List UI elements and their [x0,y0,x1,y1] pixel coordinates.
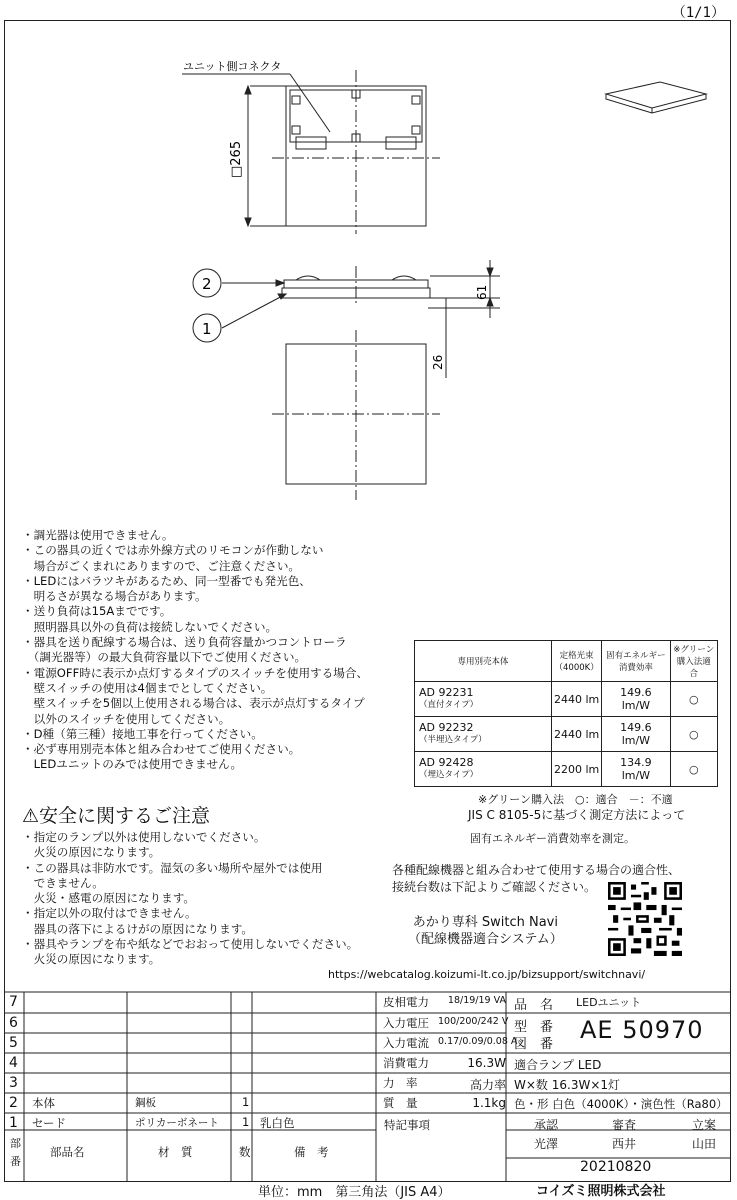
safety-title: ⚠安全に関するご注意 [22,805,211,827]
approval-label: 立案 [692,1118,717,1132]
approval-label: 審査 [612,1118,637,1132]
col-header: 番 [10,1155,21,1168]
footer-units: 単位：mm 第三角法（JIS A4） [258,1185,451,1200]
note-line: 以外のスイッチを使用してください。 [22,711,231,726]
part-qty: 1 [242,1095,250,1109]
note-line: ・送り負荷は15Aまでです。 [22,604,172,619]
efficiency-cell: 134.9 lm/W [602,752,670,787]
green-note: ※グリーン購入法 ○：適合 －：不適 [478,793,673,806]
note-line: （調光器等）の最大負荷容量以下でご使用ください。 [22,650,307,665]
jis-note: JIS C 8105-5に基づく測定方法によって [468,808,686,822]
col-header: 材 質 [158,1145,193,1159]
spec-label: 質 量 [383,1096,418,1110]
color-spec: 色・形 白色（4000K）・演色性（Ra80） [514,1097,728,1111]
row-number: 5 [9,1035,18,1051]
table-header: 専用別売本体 [415,641,552,682]
spec-label: 消費電力 [383,1056,429,1070]
approver-name: 西井 [612,1137,637,1151]
spec-value: 高力率 [469,1078,506,1092]
jis-note-2: 固有エネルギー消費効率を測定。 [470,832,635,845]
spec-label: 入力電圧 [383,1016,429,1030]
spec-value: 100/200/242 V [438,1016,509,1027]
company-name: コイズミ照明株式会社 [536,1184,666,1199]
safety-list [22,830,402,968]
table-row [415,682,718,717]
navi-subtitle: （配線機器適合システム） [408,932,563,947]
green-cell: ○ [670,752,717,787]
row-number: 7 [9,994,18,1010]
type-cell: （直付タイプ） [419,700,479,710]
part-note: 乳白色 [260,1116,295,1130]
spec-value: 16.3W [467,1056,506,1070]
technical-drawing [0,0,737,520]
product-name-label: 品 名 [514,998,554,1013]
col-header: 数 [239,1145,251,1159]
green-cell: ○ [670,682,717,717]
drawing-label: 図 番 [514,1037,554,1052]
lamp-type: 適合ランプ LED [514,1058,602,1072]
note-line: LEDユニットのみでは使用できません。 [22,757,243,772]
approver-name: 山田 [692,1137,717,1151]
note-line: ・器具を送り配線する場合は、送り負荷容量かつコントローラ [22,635,347,650]
note-line: ・器具やランプを布や紙などでおおって使用しないでください。 [22,937,359,952]
compat-line: 各種配線機器と組み合わせて使用する場合の適合性、 [392,863,681,877]
wattage: W×数 16.3W×1灯 [514,1078,621,1092]
switch-navi-url[interactable]: https://webcatalog.koizumi-lt.co.jp/bizsupport/switchnavi/ [328,968,646,981]
green-cell: ○ [670,717,717,752]
switch-navi [408,914,563,948]
spec-label: 入力電流 [383,1036,429,1050]
drawing-date: 20210820 [580,1159,652,1175]
part-material: ポリカーボネート [135,1117,219,1129]
note-line: 火災・感電の原因になります。 [22,891,195,906]
note-line: 器具の落下によるけがの原因になります。 [22,921,253,936]
note-line: 照明器具以外の負荷は接続しないでください。 [22,619,278,634]
col-header: 部 [10,1137,21,1150]
spec-value: 1.1kg [472,1096,506,1110]
note-line: 場合がごくまれにありますので、ご注意ください。 [22,558,301,573]
table-row [415,752,718,787]
note-line: 壁スイッチを5個以上使用される場合は、表示が点灯するタイプ [22,696,365,711]
note-line: ・指定以外の取付はできません。 [22,906,197,921]
note-line: ・この器具の近くでは赤外線方式のリモコンが作動しない [22,543,324,558]
row-number: 2 [9,1095,18,1111]
connector-label: ユニット側コネクタ [183,60,282,73]
compat-line: 接続台数は下記よりご確認ください。 [392,880,597,894]
model-number: AE 50970 [580,1016,704,1044]
product-name: LEDユニット [576,996,642,1009]
spec-value: 0.17/0.09/0.08 A [438,1036,518,1047]
callout-1: 1 [202,320,212,338]
note-line: ・電源OFF時に表示か点灯するタイプのスイッチを使用する場合、 [22,665,369,680]
spec-label: 皮相電力 [383,995,429,1009]
row-number: 6 [9,1015,18,1031]
notes-list [22,528,422,773]
note-line: ・指定のランプ以外は使用しないでください。 [22,830,266,844]
navi-title: あかり専科 Switch Navi [412,915,558,930]
note-line: 明るさが異なる場合があります。 [22,589,207,604]
approval-label: 承認 [534,1118,559,1132]
part-name: セード [32,1116,67,1130]
qr-code-icon[interactable] [608,882,682,956]
type-cell: （半埋込タイプ） [419,735,487,745]
note-line: 壁スイッチの使用は4個までとしてください。 [22,680,273,695]
efficiency-cell: 149.6 lm/W [602,682,670,717]
note-line: 火災の原因になります。 [22,952,161,967]
model-cell: AD 92428 [419,756,474,769]
dimension-square: □265 [229,140,244,178]
efficiency-cell: 149.6 lm/W [602,717,670,752]
row-number: 4 [9,1055,18,1071]
table-row [415,717,718,752]
part-qty: 1 [242,1115,250,1129]
flux-cell: 2200 lm [552,752,602,787]
spec-table [414,640,718,787]
note-line: ・この器具は非防水です。湿気の多い場所や屋外では使用 [22,860,323,875]
flux-cell: 2440 lm [552,717,602,752]
special-notes-label: 特記事項 [384,1118,430,1132]
part-name: 本体 [32,1096,55,1110]
dimension-height: 61 [475,284,489,300]
note-line: ・LEDにはバラツキがあるため、同一型番でも発光色、 [22,573,311,588]
model-label: 型 番 [514,1020,554,1035]
part-material: 鋼板 [135,1097,156,1109]
flux-cell: 2440 lm [552,682,602,717]
note-line: ・必ず専用別売本体と組み合わせてご使用ください。 [22,742,301,757]
approver-name: 光澤 [534,1137,559,1151]
col-header: 部品名 [50,1145,85,1159]
table-header: 固有エネルギー 消費効率 [602,641,670,682]
col-header: 備 考 [294,1145,329,1159]
row-number: 3 [9,1075,18,1091]
note-line: ・D種（第三種）接地工事を行ってください。 [22,726,263,741]
dimension-depth: 26 [431,354,445,370]
table-header: 定格光束 （4000K） [552,641,602,682]
note-line: できません。 [22,875,104,890]
spec-label: 力 率 [383,1076,418,1090]
row-number: 1 [9,1115,18,1131]
note-line: ・調光器は使用できません。 [22,528,174,542]
spec-value: 18/19/19 VA [447,995,506,1006]
callout-2: 2 [202,275,212,293]
model-cell: AD 92232 [419,721,474,734]
type-cell: （埋込タイプ） [419,770,479,780]
table-header: ※グリーン 購入法適合 [670,641,717,682]
note-line: 火災の原因になります。 [22,845,161,860]
page-number: （1/1） [671,5,725,21]
model-cell: AD 92231 [419,686,474,699]
